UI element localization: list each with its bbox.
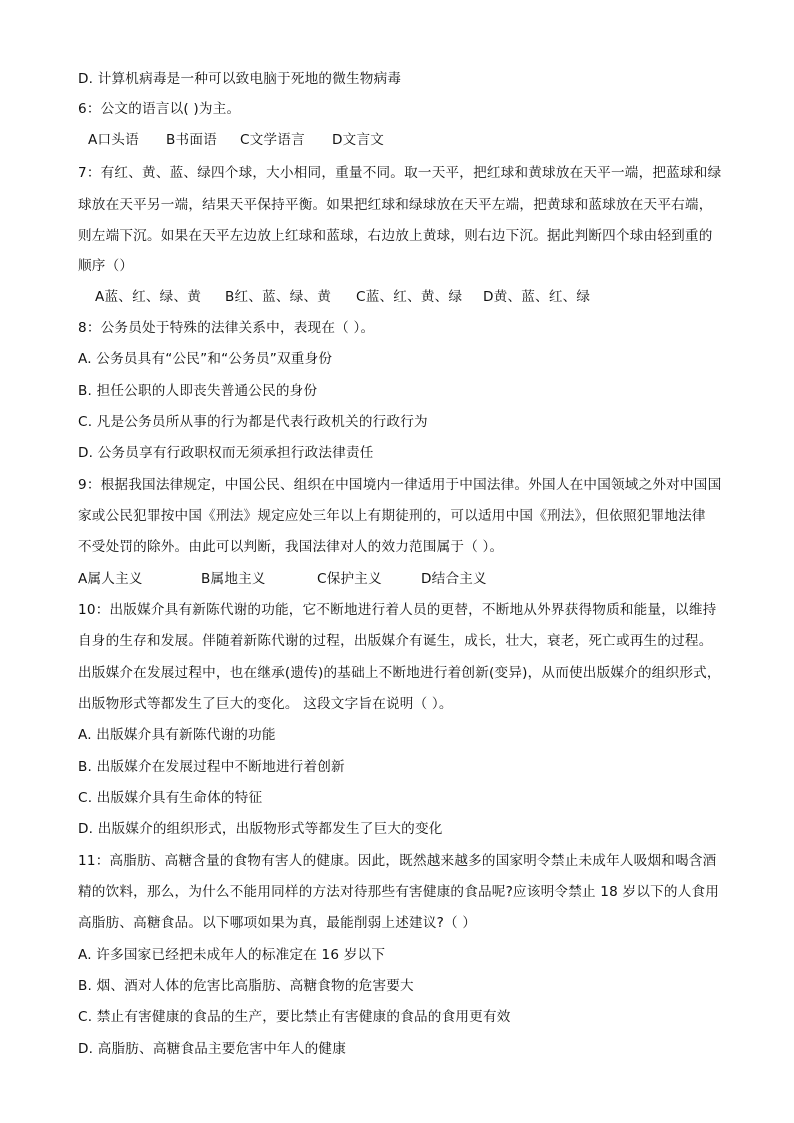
q11-stem-line-2: 精的饮料，那么，为什么不能用同样的方法对待那些有害健康的食品呢?应该明令禁止 18 岁以下的人食用 bbox=[78, 884, 720, 900]
q10-option-a: A. 出版媒介具有新陈代谢的功能 bbox=[78, 727, 276, 743]
q9-option-d: D结合主义 bbox=[421, 571, 487, 587]
q6-option-c: C文学语言 bbox=[240, 132, 305, 148]
q7-option-b: B红、蓝、绿、黄 bbox=[225, 289, 332, 305]
q6-option-b: B书面语 bbox=[166, 132, 217, 148]
q11-stem-line-3: 高脂肪、高糖食品。以下哪项如果为真，最能削弱上述建议?（ ） bbox=[78, 915, 477, 931]
q7-stem-line-4: 顺序（） bbox=[78, 258, 134, 274]
q10-stem-line-3: 出版媒介在发展过程中，也在继承(遗传)的基础上不断地进行着创新(变异)，从而使出版媒介的组织形式， bbox=[78, 665, 721, 681]
q8-option-a: A. 公务员具有“公民”和“公务员”双重身份 bbox=[78, 351, 333, 367]
q6-options bbox=[88, 131, 730, 149]
q9-stem-line-1: 9：根据我国法律规定，中国公民、组织在中国境内一律适用于中国法律。外国人在中国领域之外对中国国 bbox=[78, 477, 722, 493]
q5-option-d: D. 计算机病毒是一种可以致电脑于死地的微生物病毒 bbox=[78, 71, 402, 87]
q10-option-b: B. 出版媒介在发展过程中不断地进行着创新 bbox=[78, 759, 345, 775]
q7-option-a: A蓝、红、绿、黄 bbox=[95, 289, 202, 305]
q11-option-c: C. 禁止有害健康的食品的生产，要比禁止有害健康的食品的食用更有效 bbox=[78, 1009, 511, 1025]
q8-stem: 8：公务员处于特殊的法律关系中，表现在（ ）。 bbox=[78, 320, 375, 336]
q9-option-b: B属地主义 bbox=[201, 571, 266, 587]
q11-stem-line-1: 11：高脂肪、高糖含量的食物有害人的健康。因此，既然越来越多的国家明令禁止未成年人吸烟和喝含酒 bbox=[78, 853, 717, 869]
q11-option-d: D. 高脂肪、高糖食品主要危害中年人的健康 bbox=[78, 1041, 346, 1057]
q11-option-a: A. 许多国家已经把未成年人的标准定在 16 岁以下 bbox=[78, 947, 386, 963]
q6-option-a: A口头语 bbox=[88, 132, 139, 148]
q7-stem-line-3: 则左端下沉。如果在天平左边放上红球和蓝球，右边放上黄球，则右边下沉。据此判断四个球由轻到重的 bbox=[78, 228, 713, 244]
q10-stem-line-4: 出版物形式等都发生了巨大的变化。 这段文字旨在说明（ ）。 bbox=[78, 696, 453, 712]
q10-option-c: C. 出版媒介具有生命体的特征 bbox=[78, 790, 263, 806]
q6-stem: 6：公文的语言以( )为主。 bbox=[78, 101, 241, 117]
q9-option-c: C保护主义 bbox=[317, 571, 382, 587]
q8-option-c: C. 凡是公务员所从事的行为都是代表行政机关的行政行为 bbox=[78, 414, 428, 430]
q10-option-d: D. 出版媒介的组织形式，出版物形式等都发生了巨大的变化 bbox=[78, 821, 443, 837]
q9-stem-line-2: 家或公民犯罪按中国《刑法》规定应处三年以上有期徒刑的，可以适用中国《刑法》，但依照犯罪地法律 bbox=[78, 508, 706, 524]
q8-option-b: B. 担任公职的人即丧失普通公民的身份 bbox=[78, 383, 318, 399]
q7-options bbox=[95, 288, 737, 306]
q9-option-a: A属人主义 bbox=[78, 571, 143, 587]
q7-option-c: C蓝、红、黄、绿 bbox=[356, 289, 463, 305]
q7-option-d: D黄、蓝、红、绿 bbox=[483, 289, 591, 305]
q7-stem-line-2: 球放在天平另一端，结果天平保持平衡。如果把红球和绿球放在天平左端，把黄球和蓝球放在天平右端， bbox=[78, 197, 713, 213]
q10-stem-line-2: 自身的生存和发展。伴随着新陈代谢的过程，出版媒介有诞生，成长，壮大，衰老，死亡或再生的过程。 bbox=[78, 633, 713, 649]
q9-stem-line-3: 不受处罚的除外。由此可以判断，我国法律对人的效力范围属于（ ）。 bbox=[78, 539, 504, 555]
q6-option-d: D文言文 bbox=[332, 132, 385, 148]
q7-stem-line-1: 7：有红、黄、蓝、绿四个球，大小相同，重量不同。取一天平，把红球和黄球放在天平一端，把蓝球和绿 bbox=[78, 165, 722, 181]
q8-option-d: D. 公务员享有行政职权而无须承担行政法律责任 bbox=[78, 445, 374, 461]
q10-stem-line-1: 10：出版媒介具有新陈代谢的功能，它不断地进行着人员的更替，不断地从外界获得物质和能量，以维持 bbox=[78, 602, 717, 618]
q9-options bbox=[78, 570, 720, 588]
q11-option-b: B. 烟、酒对人体的危害比高脂肪、高糖食物的危害要大 bbox=[78, 978, 414, 994]
